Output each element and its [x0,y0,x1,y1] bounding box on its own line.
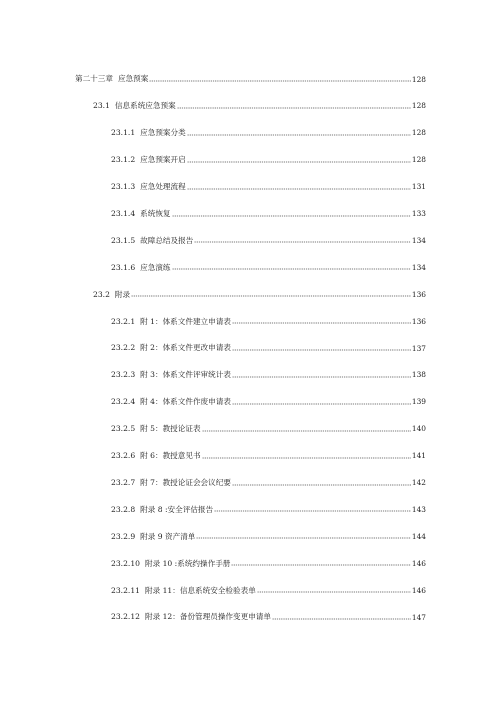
toc-entry[interactable] [111,123,426,137]
toc-dot-leader [202,453,411,459]
toc-dot-leader [202,426,411,432]
toc-entry-page-number: 143 [411,504,426,514]
toc-dot-leader [149,76,411,82]
toc-dot-leader [232,345,411,351]
toc-entry-number: 23.2.10 [111,558,140,568]
toc-entry-page-number: 128 [411,74,426,84]
toc-entry-title: 附录 8 :安全评估报告 [140,504,214,514]
toc-entry-title: 故障总结及报告 [140,235,194,245]
toc-entry-page-number: 141 [411,451,426,461]
toc-entry-number: 23.1.3 [111,182,136,191]
toc-entry-number: 23.2.3 [111,370,136,380]
toc-entry-number: 23.1.6 [111,262,136,272]
toc-entry-page-number: 142 [411,478,426,488]
toc-entry-number: 23.2.1 [111,316,136,326]
toc-dot-leader [232,399,411,405]
toc-entry-number: 23.1.1 [111,128,136,138]
toc-entry[interactable] [75,69,426,83]
toc-entry-number: 23.1.2 [111,155,136,165]
toc-dot-leader [232,372,411,378]
toc-entry-number: 23.2.6 [111,451,136,460]
toc-entry-number: 23.2.4 [111,397,136,407]
toc-entry[interactable] [93,284,426,298]
toc-entry-number: 23.2.9 [111,531,136,541]
toc-entry-number: 23.2.8 [111,504,136,514]
toc-entry-title: 应急处理流程 [140,182,186,191]
toc-dot-leader [187,130,411,136]
toc-entry-title: 系统恢复 [140,208,171,218]
toc-dot-leader [172,264,411,270]
toc-entry-title: 附 4：体系文件作废申请表 [140,397,231,407]
toc-entry-title: 附录 10 :系统约操作手册 [145,558,231,568]
toc-entry-page-number: 139 [411,397,426,407]
toc-entry-number: 23.2 [93,289,110,299]
toc-dot-leader [177,103,411,109]
toc-entry-page-number: 134 [411,235,426,245]
toc-entry-title: 附 7：教授论证会会议纪要 [140,477,231,487]
toc-entry[interactable] [111,553,426,567]
toc-entry-title: 附录 12：备份管理员操作变更申请单 [145,612,271,622]
toc-entry-page-number: 136 [411,289,426,299]
toc-entry[interactable] [111,526,426,540]
toc-dot-leader [257,587,411,593]
toc-entry-page-number: 128 [411,101,426,111]
toc-entry-page-number: 134 [411,262,426,272]
toc-entry-number: 23.2.5 [111,424,136,434]
toc-entry-title: 附 5：教授论证表 [140,424,201,434]
toc-entry-title: 附 1：体系文件建立申请表 [140,316,231,326]
toc-entry-page-number: 128 [411,155,426,165]
toc-entry-title: 信息系统应急预案 [114,101,176,111]
toc-entry[interactable] [111,446,426,460]
toc-entry[interactable] [111,499,426,513]
toc-entry-title: 应急预案分类 [140,128,186,138]
toc-entry-page-number: 147 [411,612,426,622]
toc-dot-leader [214,506,411,512]
toc-entry[interactable] [93,96,426,110]
toc-entry[interactable] [111,177,426,191]
toc-entry-page-number: 131 [411,182,426,192]
toc-entry[interactable] [111,230,426,244]
toc-entry-title: 附录 11：信息系统安全检验表单 [145,585,256,595]
toc-entry-title: 附录 [114,289,131,299]
toc-entry[interactable] [111,365,426,379]
toc-entry-page-number: 137 [411,343,426,353]
toc-entry[interactable] [111,311,426,325]
toc-entry-number: 23.2.7 [111,477,136,487]
toc-entry-title: 附 2：体系文件更改申请表 [140,343,231,353]
toc-entry-title: 应急预案开启 [140,155,186,165]
toc-dot-leader [231,560,410,566]
toc-entry[interactable] [111,338,426,352]
toc-entry-title: 应急预案 [117,74,149,84]
toc-dot-leader [187,184,411,190]
toc-entry-number: 23.1.5 [111,235,136,245]
toc-entry[interactable] [111,392,426,406]
toc-entry-number: 23.2.11 [111,585,140,595]
toc-dot-leader [272,614,411,620]
toc-entry[interactable] [111,473,426,487]
toc-dot-leader [194,237,411,243]
toc-entry-page-number: 138 [411,370,426,380]
toc-entry-number: 23.1 [93,101,110,111]
toc-dot-leader [172,211,411,217]
toc-entry-title: 附 6：教授意见书 [140,451,201,460]
toc-entry-number: 23.2.2 [111,343,136,353]
toc-entry-page-number: 146 [411,558,426,568]
toc-dot-leader [187,157,411,163]
toc-entry-page-number: 133 [411,209,426,219]
toc-entry-page-number: 128 [411,128,426,138]
toc-dot-leader [131,291,411,297]
toc-entry-number: 23.1.4 [111,208,136,218]
toc-entry-title: 附 3：体系文件评审统计表 [140,370,231,380]
toc-entry-number: 23.2.12 [111,612,140,622]
toc-entry[interactable] [111,150,426,164]
toc-entry-title: 应急演练 [140,262,171,272]
toc-dot-leader [232,318,411,324]
toc-entry[interactable] [111,257,426,271]
toc-entry-title: 附录 9 资产清单 [140,531,196,541]
toc-entry[interactable] [111,204,426,218]
toc-entry-page-number: 144 [411,531,426,541]
toc-entry-page-number: 140 [411,424,426,434]
toc-dot-leader [196,533,411,539]
toc-entry[interactable] [111,419,426,433]
toc-entry-page-number: 146 [411,585,426,595]
toc-entry[interactable] [111,580,426,594]
toc-dot-leader [232,480,411,486]
toc-entry[interactable] [111,607,426,621]
toc-entry-number: 第二十三章 [75,74,113,84]
toc-entry-page-number: 136 [411,316,426,326]
